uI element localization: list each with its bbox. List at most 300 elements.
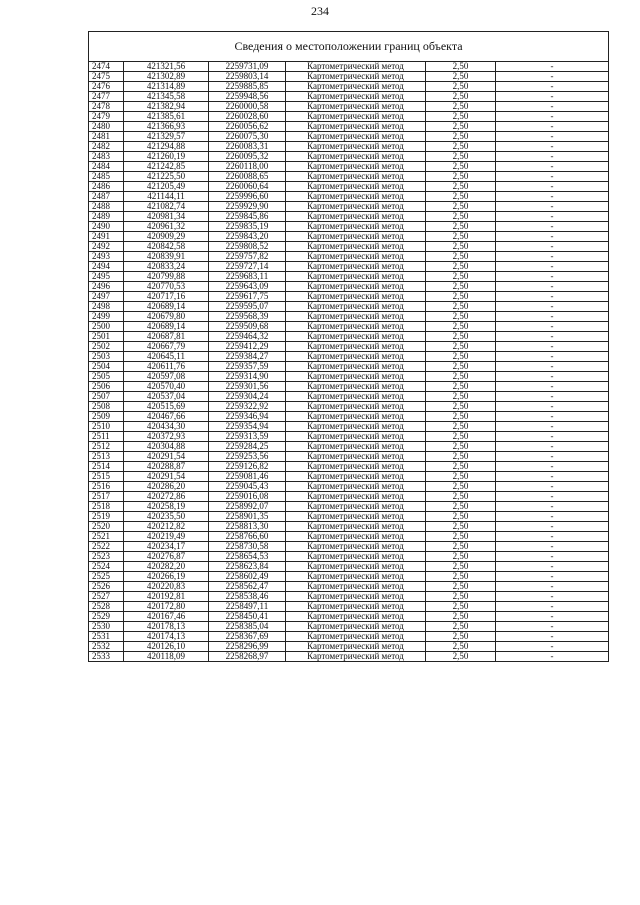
table-row	[89, 442, 609, 452]
cell-accuracy: 2,50	[426, 252, 496, 262]
table-row	[89, 132, 609, 142]
cell-x-coordinate: 420537,04	[124, 392, 209, 402]
cell-point-number: 2516	[89, 482, 124, 492]
cell-accuracy: 2,50	[426, 422, 496, 432]
cell-description: -	[496, 552, 609, 562]
cell-method: Картометрический метод	[286, 372, 426, 382]
table-row	[89, 612, 609, 622]
cell-method: Картометрический метод	[286, 312, 426, 322]
cell-description: -	[496, 422, 609, 432]
cell-accuracy: 2,50	[426, 132, 496, 142]
cell-description: -	[496, 402, 609, 412]
cell-description: -	[496, 622, 609, 632]
cell-method: Картометрический метод	[286, 302, 426, 312]
cell-method: Картометрический метод	[286, 602, 426, 612]
cell-y-coordinate: 2259016,08	[209, 492, 286, 502]
table-row	[89, 552, 609, 562]
cell-y-coordinate: 2258730,58	[209, 542, 286, 552]
table-row	[89, 642, 609, 652]
cell-description: -	[496, 342, 609, 352]
table-row	[89, 112, 609, 122]
cell-point-number: 2518	[89, 502, 124, 512]
table-row	[89, 422, 609, 432]
cell-point-number: 2474	[89, 62, 124, 72]
cell-y-coordinate: 2259081,46	[209, 472, 286, 482]
table-row	[89, 342, 609, 352]
cell-accuracy: 2,50	[426, 82, 496, 92]
cell-x-coordinate: 420219,49	[124, 532, 209, 542]
table-row	[89, 332, 609, 342]
cell-x-coordinate: 421302,89	[124, 72, 209, 82]
cell-point-number: 2494	[89, 262, 124, 272]
cell-description: -	[496, 492, 609, 502]
cell-accuracy: 2,50	[426, 462, 496, 472]
cell-x-coordinate: 420286,20	[124, 482, 209, 492]
cell-point-number: 2479	[89, 112, 124, 122]
cell-description: -	[496, 172, 609, 182]
cell-x-coordinate: 420667,79	[124, 342, 209, 352]
cell-method: Картометрический метод	[286, 232, 426, 242]
cell-point-number: 2532	[89, 642, 124, 652]
cell-description: -	[496, 362, 609, 372]
cell-y-coordinate: 2259803,14	[209, 72, 286, 82]
cell-method: Картометрический метод	[286, 362, 426, 372]
cell-point-number: 2526	[89, 582, 124, 592]
cell-method: Картометрический метод	[286, 432, 426, 442]
cell-accuracy: 2,50	[426, 262, 496, 272]
cell-accuracy: 2,50	[426, 432, 496, 442]
table-row	[89, 202, 609, 212]
cell-description: -	[496, 332, 609, 342]
cell-description: -	[496, 602, 609, 612]
cell-y-coordinate: 2259384,27	[209, 352, 286, 362]
cell-point-number: 2485	[89, 172, 124, 182]
cell-x-coordinate: 420689,14	[124, 322, 209, 332]
cell-point-number: 2498	[89, 302, 124, 312]
cell-method: Картометрический метод	[286, 272, 426, 282]
cell-point-number: 2501	[89, 332, 124, 342]
table-row	[89, 482, 609, 492]
cell-y-coordinate: 2258901,35	[209, 512, 286, 522]
cell-method: Картометрический метод	[286, 492, 426, 502]
table-row	[89, 102, 609, 112]
cell-description: -	[496, 592, 609, 602]
cell-point-number: 2486	[89, 182, 124, 192]
cell-accuracy: 2,50	[426, 172, 496, 182]
cell-accuracy: 2,50	[426, 142, 496, 152]
table-row	[89, 522, 609, 532]
cell-x-coordinate: 420192,81	[124, 592, 209, 602]
cell-point-number: 2483	[89, 152, 124, 162]
cell-description: -	[496, 372, 609, 382]
cell-accuracy: 2,50	[426, 592, 496, 602]
cell-x-coordinate: 420597,08	[124, 372, 209, 382]
cell-accuracy: 2,50	[426, 392, 496, 402]
cell-description: -	[496, 72, 609, 82]
cell-y-coordinate: 2260083,31	[209, 142, 286, 152]
cell-method: Картометрический метод	[286, 422, 426, 432]
table-row	[89, 622, 609, 632]
table-row	[89, 72, 609, 82]
cell-method: Картометрический метод	[286, 392, 426, 402]
cell-method: Картометрический метод	[286, 162, 426, 172]
cell-method: Картометрический метод	[286, 72, 426, 82]
table-row	[89, 272, 609, 282]
cell-point-number: 2522	[89, 542, 124, 552]
cell-method: Картометрический метод	[286, 102, 426, 112]
cell-description: -	[496, 112, 609, 122]
cell-description: -	[496, 532, 609, 542]
cell-x-coordinate: 420272,86	[124, 492, 209, 502]
cell-method: Картометрический метод	[286, 542, 426, 552]
cell-accuracy: 2,50	[426, 542, 496, 552]
cell-accuracy: 2,50	[426, 302, 496, 312]
cell-description: -	[496, 242, 609, 252]
cell-point-number: 2510	[89, 422, 124, 432]
boundary-coordinates-table	[88, 31, 609, 662]
table-row	[89, 62, 609, 72]
cell-accuracy: 2,50	[426, 482, 496, 492]
cell-x-coordinate: 421329,57	[124, 132, 209, 142]
cell-method: Картометрический метод	[286, 412, 426, 422]
cell-description: -	[496, 512, 609, 522]
cell-y-coordinate: 2259412,29	[209, 342, 286, 352]
cell-x-coordinate: 420770,53	[124, 282, 209, 292]
table-row	[89, 282, 609, 292]
cell-accuracy: 2,50	[426, 522, 496, 532]
cell-accuracy: 2,50	[426, 222, 496, 232]
cell-description: -	[496, 482, 609, 492]
cell-description: -	[496, 212, 609, 222]
cell-point-number: 2520	[89, 522, 124, 532]
cell-accuracy: 2,50	[426, 362, 496, 372]
cell-point-number: 2509	[89, 412, 124, 422]
cell-description: -	[496, 632, 609, 642]
cell-x-coordinate: 421314,89	[124, 82, 209, 92]
table-row	[89, 212, 609, 222]
cell-accuracy: 2,50	[426, 652, 496, 662]
cell-accuracy: 2,50	[426, 472, 496, 482]
table-row	[89, 242, 609, 252]
cell-method: Картометрический метод	[286, 132, 426, 142]
cell-x-coordinate: 420467,66	[124, 412, 209, 422]
cell-x-coordinate: 420235,50	[124, 512, 209, 522]
cell-x-coordinate: 420687,81	[124, 332, 209, 342]
cell-x-coordinate: 420839,91	[124, 252, 209, 262]
cell-description: -	[496, 192, 609, 202]
cell-method: Картометрический метод	[286, 62, 426, 72]
cell-x-coordinate: 420276,87	[124, 552, 209, 562]
table-row	[89, 402, 609, 412]
cell-description: -	[496, 232, 609, 242]
cell-y-coordinate: 2258296,99	[209, 642, 286, 652]
cell-y-coordinate: 2258766,60	[209, 532, 286, 542]
cell-accuracy: 2,50	[426, 582, 496, 592]
cell-method: Картометрический метод	[286, 252, 426, 262]
cell-y-coordinate: 2259354,94	[209, 422, 286, 432]
cell-description: -	[496, 642, 609, 652]
cell-description: -	[496, 142, 609, 152]
cell-accuracy: 2,50	[426, 382, 496, 392]
cell-method: Картометрический метод	[286, 282, 426, 292]
cell-point-number: 2530	[89, 622, 124, 632]
cell-y-coordinate: 2259683,11	[209, 272, 286, 282]
cell-point-number: 2496	[89, 282, 124, 292]
cell-description: -	[496, 412, 609, 422]
cell-y-coordinate: 2259808,52	[209, 242, 286, 252]
table-row	[89, 652, 609, 662]
cell-x-coordinate: 421294,88	[124, 142, 209, 152]
cell-y-coordinate: 2260088,65	[209, 172, 286, 182]
table-title-row	[89, 32, 609, 62]
cell-accuracy: 2,50	[426, 372, 496, 382]
table-row	[89, 592, 609, 602]
cell-method: Картометрический метод	[286, 82, 426, 92]
cell-description: -	[496, 582, 609, 592]
cell-y-coordinate: 2259731,09	[209, 62, 286, 72]
cell-accuracy: 2,50	[426, 212, 496, 222]
cell-x-coordinate: 420304,88	[124, 442, 209, 452]
cell-accuracy: 2,50	[426, 322, 496, 332]
cell-accuracy: 2,50	[426, 352, 496, 362]
cell-x-coordinate: 421144,11	[124, 192, 209, 202]
cell-y-coordinate: 2258992,07	[209, 502, 286, 512]
cell-accuracy: 2,50	[426, 622, 496, 632]
cell-point-number: 2524	[89, 562, 124, 572]
table-body	[89, 62, 609, 662]
cell-point-number: 2478	[89, 102, 124, 112]
cell-description: -	[496, 452, 609, 462]
cell-description: -	[496, 162, 609, 172]
cell-x-coordinate: 420434,30	[124, 422, 209, 432]
cell-method: Картометрический метод	[286, 512, 426, 522]
cell-method: Картометрический метод	[286, 632, 426, 642]
table-row	[89, 222, 609, 232]
cell-accuracy: 2,50	[426, 342, 496, 352]
cell-point-number: 2504	[89, 362, 124, 372]
table-row	[89, 232, 609, 242]
table-row	[89, 392, 609, 402]
table-row	[89, 312, 609, 322]
cell-accuracy: 2,50	[426, 292, 496, 302]
cell-x-coordinate: 420372,93	[124, 432, 209, 442]
cell-point-number: 2481	[89, 132, 124, 142]
cell-x-coordinate: 420288,87	[124, 462, 209, 472]
cell-point-number: 2529	[89, 612, 124, 622]
table-row	[89, 302, 609, 312]
cell-x-coordinate: 420172,80	[124, 602, 209, 612]
table-row	[89, 292, 609, 302]
cell-x-coordinate: 421260,19	[124, 152, 209, 162]
cell-point-number: 2476	[89, 82, 124, 92]
table-row	[89, 192, 609, 202]
cell-description: -	[496, 152, 609, 162]
cell-method: Картометрический метод	[286, 442, 426, 452]
cell-x-coordinate: 420126,10	[124, 642, 209, 652]
cell-method: Картометрический метод	[286, 192, 426, 202]
cell-x-coordinate: 421242,85	[124, 162, 209, 172]
cell-method: Картометрический метод	[286, 202, 426, 212]
table-row	[89, 162, 609, 172]
cell-description: -	[496, 82, 609, 92]
cell-y-coordinate: 2259948,56	[209, 92, 286, 102]
cell-x-coordinate: 421385,61	[124, 112, 209, 122]
cell-method: Картометрический метод	[286, 262, 426, 272]
cell-y-coordinate: 2258654,53	[209, 552, 286, 562]
cell-x-coordinate: 420167,46	[124, 612, 209, 622]
cell-description: -	[496, 282, 609, 292]
cell-method: Картометрический метод	[286, 152, 426, 162]
cell-x-coordinate: 420515,69	[124, 402, 209, 412]
cell-method: Картометрический метод	[286, 342, 426, 352]
cell-accuracy: 2,50	[426, 442, 496, 452]
cell-method: Картометрический метод	[286, 242, 426, 252]
cell-point-number: 2482	[89, 142, 124, 152]
cell-point-number: 2493	[89, 252, 124, 262]
cell-y-coordinate: 2259835,19	[209, 222, 286, 232]
table-row	[89, 632, 609, 642]
cell-x-coordinate: 421225,50	[124, 172, 209, 182]
cell-accuracy: 2,50	[426, 602, 496, 612]
cell-x-coordinate: 420220,83	[124, 582, 209, 592]
cell-point-number: 2492	[89, 242, 124, 252]
cell-point-number: 2490	[89, 222, 124, 232]
cell-method: Картометрический метод	[286, 562, 426, 572]
cell-x-coordinate: 420291,54	[124, 472, 209, 482]
cell-x-coordinate: 421345,58	[124, 92, 209, 102]
cell-y-coordinate: 2259357,59	[209, 362, 286, 372]
table-row	[89, 152, 609, 162]
cell-point-number: 2525	[89, 572, 124, 582]
table-row	[89, 472, 609, 482]
cell-point-number: 2512	[89, 442, 124, 452]
cell-description: -	[496, 542, 609, 552]
cell-method: Картометрический метод	[286, 212, 426, 222]
table-row	[89, 172, 609, 182]
cell-y-coordinate: 2259595,07	[209, 302, 286, 312]
cell-x-coordinate: 420799,88	[124, 272, 209, 282]
cell-point-number: 2497	[89, 292, 124, 302]
cell-point-number: 2503	[89, 352, 124, 362]
cell-y-coordinate: 2258813,30	[209, 522, 286, 532]
cell-point-number: 2500	[89, 322, 124, 332]
cell-method: Картометрический метод	[286, 502, 426, 512]
cell-y-coordinate: 2259284,25	[209, 442, 286, 452]
cell-accuracy: 2,50	[426, 572, 496, 582]
cell-method: Картометрический метод	[286, 112, 426, 122]
cell-description: -	[496, 302, 609, 312]
cell-accuracy: 2,50	[426, 112, 496, 122]
cell-y-coordinate: 2260028,60	[209, 112, 286, 122]
cell-x-coordinate: 420212,82	[124, 522, 209, 532]
cell-y-coordinate: 2259757,82	[209, 252, 286, 262]
cell-y-coordinate: 2259617,75	[209, 292, 286, 302]
cell-description: -	[496, 562, 609, 572]
cell-x-coordinate: 421082,74	[124, 202, 209, 212]
cell-point-number: 2508	[89, 402, 124, 412]
cell-point-number: 2513	[89, 452, 124, 462]
cell-y-coordinate: 2260060,64	[209, 182, 286, 192]
cell-y-coordinate: 2258385,04	[209, 622, 286, 632]
table-row	[89, 542, 609, 552]
cell-method: Картометрический метод	[286, 532, 426, 542]
cell-point-number: 2531	[89, 632, 124, 642]
cell-x-coordinate: 420981,34	[124, 212, 209, 222]
cell-description: -	[496, 382, 609, 392]
cell-method: Картометрический метод	[286, 642, 426, 652]
cell-point-number: 2484	[89, 162, 124, 172]
cell-accuracy: 2,50	[426, 102, 496, 112]
cell-method: Картометрический метод	[286, 452, 426, 462]
cell-point-number: 2506	[89, 382, 124, 392]
cell-method: Картометрический метод	[286, 552, 426, 562]
cell-point-number: 2521	[89, 532, 124, 542]
cell-y-coordinate: 2260056,62	[209, 122, 286, 132]
cell-x-coordinate: 420570,40	[124, 382, 209, 392]
cell-x-coordinate: 420118,09	[124, 652, 209, 662]
cell-method: Картометрический метод	[286, 482, 426, 492]
cell-x-coordinate: 420174,13	[124, 632, 209, 642]
table-row	[89, 252, 609, 262]
cell-x-coordinate: 420689,14	[124, 302, 209, 312]
cell-point-number: 2499	[89, 312, 124, 322]
table-row	[89, 502, 609, 512]
cell-accuracy: 2,50	[426, 62, 496, 72]
cell-y-coordinate: 2259313,59	[209, 432, 286, 442]
cell-point-number: 2505	[89, 372, 124, 382]
table-row	[89, 452, 609, 462]
cell-method: Картометрический метод	[286, 122, 426, 132]
cell-y-coordinate: 2259885,85	[209, 82, 286, 92]
cell-description: -	[496, 292, 609, 302]
cell-y-coordinate: 2259929,90	[209, 202, 286, 212]
cell-y-coordinate: 2259126,82	[209, 462, 286, 472]
cell-method: Картометрический метод	[286, 292, 426, 302]
cell-accuracy: 2,50	[426, 612, 496, 622]
cell-point-number: 2511	[89, 432, 124, 442]
cell-point-number: 2491	[89, 232, 124, 242]
cell-description: -	[496, 572, 609, 582]
table-row	[89, 372, 609, 382]
cell-accuracy: 2,50	[426, 332, 496, 342]
cell-x-coordinate: 420717,16	[124, 292, 209, 302]
cell-method: Картометрический метод	[286, 182, 426, 192]
cell-accuracy: 2,50	[426, 202, 496, 212]
cell-y-coordinate: 2258497,11	[209, 602, 286, 612]
cell-x-coordinate: 421205,49	[124, 182, 209, 192]
cell-y-coordinate: 2259643,09	[209, 282, 286, 292]
cell-point-number: 2495	[89, 272, 124, 282]
cell-method: Картометрический метод	[286, 622, 426, 632]
cell-description: -	[496, 102, 609, 112]
cell-y-coordinate: 2259314,90	[209, 372, 286, 382]
cell-y-coordinate: 2260000,58	[209, 102, 286, 112]
cell-method: Картометрический метод	[286, 572, 426, 582]
cell-point-number: 2488	[89, 202, 124, 212]
cell-y-coordinate: 2259843,20	[209, 232, 286, 242]
cell-x-coordinate: 420234,17	[124, 542, 209, 552]
cell-description: -	[496, 322, 609, 332]
cell-description: -	[496, 522, 609, 532]
table-row	[89, 572, 609, 582]
cell-x-coordinate: 420178,13	[124, 622, 209, 632]
table-row	[89, 182, 609, 192]
cell-accuracy: 2,50	[426, 122, 496, 132]
cell-y-coordinate: 2259464,32	[209, 332, 286, 342]
cell-y-coordinate: 2258562,47	[209, 582, 286, 592]
cell-accuracy: 2,50	[426, 502, 496, 512]
cell-point-number: 2519	[89, 512, 124, 522]
